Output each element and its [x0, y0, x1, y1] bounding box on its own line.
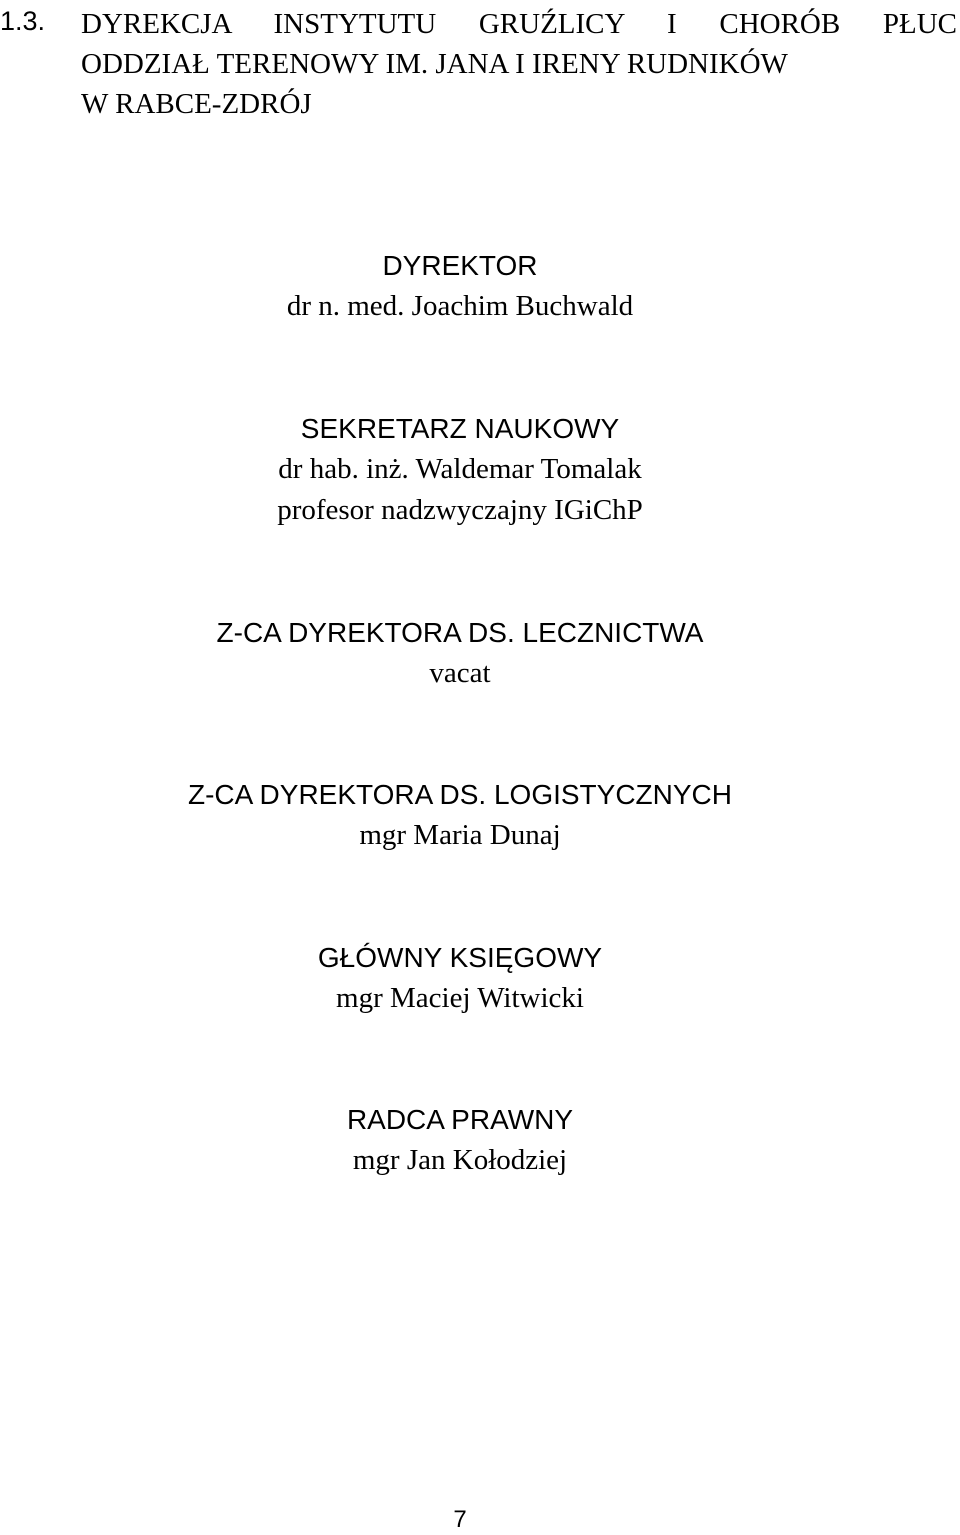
section-title-line-3: W RABCE-ZDRÓJ [81, 88, 312, 120]
person-name: mgr Jan Kołodziej [352, 1144, 568, 1176]
scientific-secretary-block [0, 408, 920, 531]
section-title [81, 4, 957, 124]
section-title-line-2: ODDZIAŁ TERENOWY IM. JANA I IRENY RUDNIKÓW [81, 48, 788, 80]
person-name: mgr Maciej Witwicki [336, 982, 584, 1014]
section-title-line-1: DYREKCJA INSTYTUTU GRUŹLICY I CHORÓB PŁUC [81, 8, 957, 40]
deputy-director-logistics-block [0, 774, 920, 856]
role-title: Z-CA DYREKTORA DS. LECZNICTWA [216, 617, 704, 648]
role-title: RADCA PRAWNY [346, 1104, 574, 1135]
section-number: 1.3. [0, 6, 46, 36]
director-block [0, 245, 920, 327]
role-title: SEKRETARZ NAUKOWY [300, 413, 620, 444]
legal-counsel-block [0, 1099, 920, 1181]
role-title: GŁÓWNY KSIĘGOWY [317, 942, 603, 973]
role-title: DYREKTOR [382, 250, 538, 281]
page-number: 7 [453, 1506, 467, 1533]
chief-accountant-block [0, 937, 920, 1019]
document-header [0, 0, 960, 130]
person-position: profesor nadzwyczajny IGiChP [277, 494, 643, 526]
person-name: dr hab. inż. Waldemar Tomalak [278, 453, 642, 485]
person-name: dr n. med. Joachim Buchwald [286, 290, 634, 322]
person-name: mgr Maria Dunaj [359, 819, 561, 851]
deputy-director-treatment-block [0, 612, 920, 694]
person-name: vacat [429, 657, 491, 689]
role-title: Z-CA DYREKTORA DS. LOGISTYCZNYCH [187, 779, 733, 810]
